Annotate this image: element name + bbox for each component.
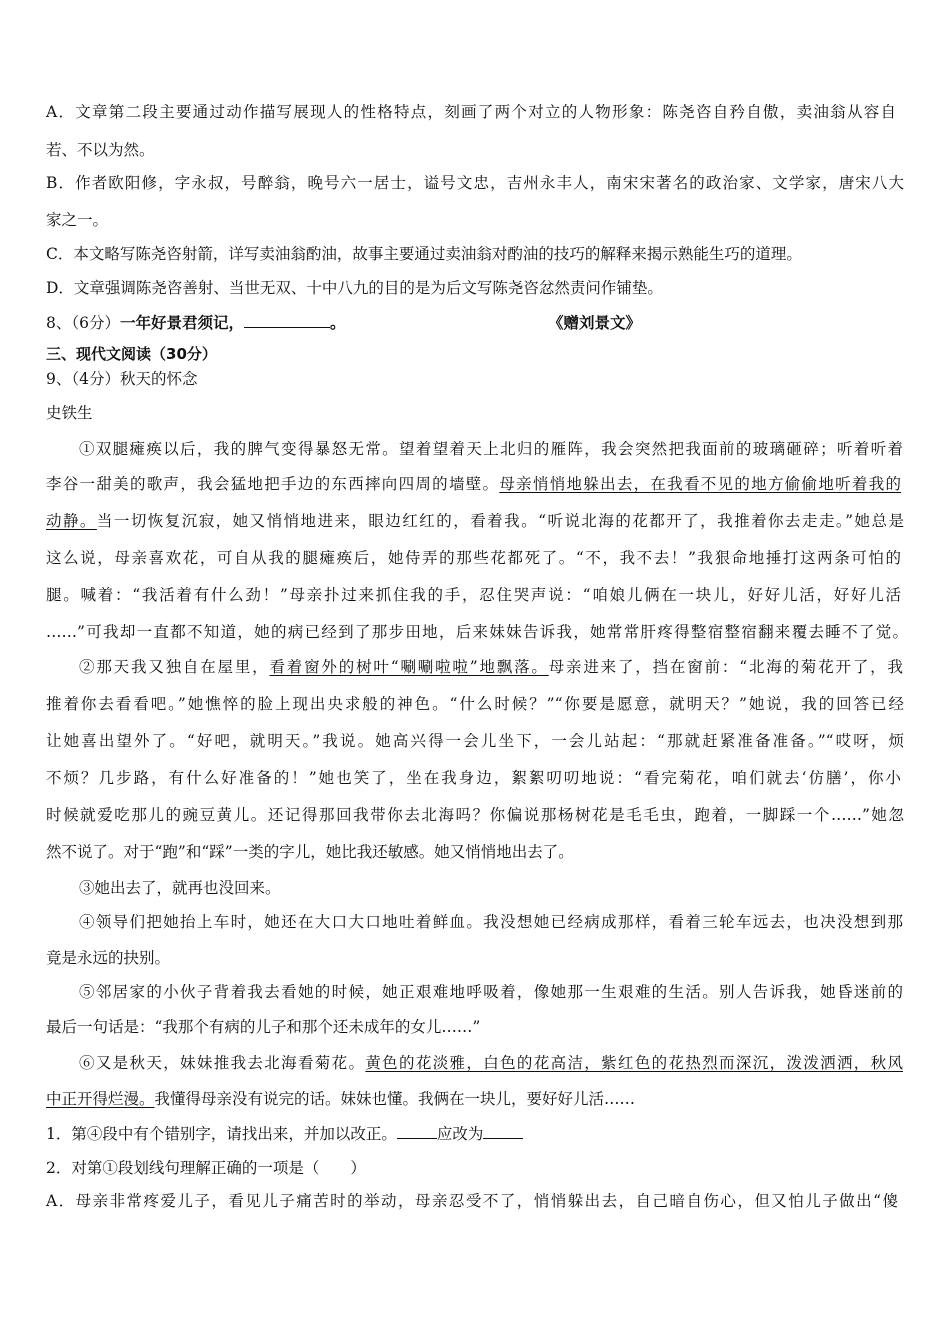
question-8 — [46, 313, 346, 333]
p2-line5: 时候就爱吃那儿的豌豆黄儿。还记得那回我带你去北海吗？你偏说那杨树花是毛毛虫，跑着，一脚踩一个……”她忽 — [46, 806, 904, 824]
p2-line2: 推着你去看看吧。”她憔悴的脸上现出央求般的神色。“什么时候？”“你要是愿意，就明天？”她说，我的回答已经 — [46, 695, 904, 713]
p4-line2: 竟是永远的抉别。 — [46, 949, 171, 967]
p2-line3: 让她喜出望外了。“好吧，就明天。”我说。她高兴得一会儿坐下，一会儿站起：“那就赶紧准备准备。”“哎呀，烦 — [46, 732, 904, 750]
sub-question-1: 1．第④段中有个错别字，请找出来，并加以改正。 应改为 — [46, 1124, 523, 1144]
option-b-line2: 家之一。 — [46, 211, 109, 229]
p1-line3: 动静。当一切恢复沉寂，她又悄悄地进来，眼边红红的，看着我。“听说北海的花都开了，我推着你去走走。”她总是 — [46, 512, 904, 530]
section-3-heading: 三、现代文阅读（30分） — [46, 345, 217, 363]
p1-line1: ①双腿瘫痪以后，我的脾气变得暴怒无常。望着望着天上北归的雁阵，我会突然把我面前的玻璃砸碎；听着听着 — [79, 440, 903, 458]
p4-line1: ④领导们把她抬上车时，她还在大口大口地吐着鲜血。我没想她已经病成那样，看着三轮车远去，也决没想到那 — [79, 913, 903, 931]
p1-line5: 腿。喊着：“我活着有什么劲！”母亲扑过来抓住我的手，忍住哭声说：“咱娘儿俩在一块儿，好好儿活，好好儿活 — [46, 586, 901, 604]
p1-line4: 这么说，母亲喜欢花，可自从我的腿瘫痪后，她侍弄的那些花都死了。“不，我不去！”我狠命地捶打这两条可怕的 — [46, 549, 901, 567]
option-b-line1: B．作者欧阳修，字永叔，号醉翁，晚号六一居士，谥号文忠，吉州永丰人，南宋宋著名的政治家、文学家，唐宋八大 — [46, 174, 904, 192]
p6-underlined-1: 黄色的花淡雅，白色的花高洁，紫红色的花热烈而深沉，泼泼洒洒，秋风 — [365, 1054, 903, 1072]
p5-line1: ⑤邻居家的小伙子背着我去看她的时候，她正艰难地呼吸着，像她那一生艰难的生活。别人告诉我，她昏迷前的 — [79, 983, 903, 1001]
p6-underlined-2: 中正开得烂漫。 — [46, 1090, 155, 1108]
sub1-blank-1[interactable] — [397, 1124, 437, 1139]
q8-end: 。 — [330, 313, 346, 332]
p1-underlined-2: 动静。 — [46, 512, 97, 530]
p6-line2: 中正开得烂漫。我懂得母亲没有说完的话。妹妹也懂。我俩在一块儿，要好好儿活…… — [46, 1090, 636, 1108]
p2-line4: 不烦？几步路，有什么好准备的！”她也笑了，坐在我身边，絮絮叨叨地说：“看完菊花，咱们就去‘仿膳’，你小 — [46, 769, 901, 787]
option-d: D．文章强调陈尧咨善射、当世无双、十中八九的目的是为后文写陈尧咨忿然责问作铺垫。 — [46, 279, 663, 297]
p1-line2: 李谷一甜美的歌声，我会猛地把手边的东西摔向四周的墙壁。母亲悄悄地躲出去，在我看不见的地方偷偷地听着我的 — [46, 475, 901, 493]
q9-header: 9、（4分）秋天的怀念 — [46, 370, 198, 388]
p3-line1: ③她出去了，就再也没回来。 — [79, 879, 281, 897]
q9-author: 史铁生 — [46, 404, 93, 422]
p1-line6: ……”可我却一直都不知道，她的病已经到了那步田地，后来妹妹告诉我，她常常肝疼得整宿整宿翻来覆去睡不了觉。 — [46, 623, 908, 641]
option-a-line1: A．文章第二段主要通过动作描写展现人的性格特点，刻画了两个对立的人物形象：陈尧咨自矜自傲，卖油翁从容自 — [46, 103, 896, 121]
p2-underlined: 看着窗外的树叶“唰唰啦啦”地飘落。 — [269, 658, 549, 676]
p2-line6: 然不说了。对于“跑”和“踩”一类的字儿，她比我还敏感。她又悄悄地出去了。 — [46, 843, 574, 861]
sub-question-2: 2．对第①段划线句理解正确的一项是（ ） — [46, 1159, 366, 1177]
option-c: C．本文略写陈尧咨射箭，详写卖油翁酌油，故事主要通过卖油翁对酌油的技巧的解释来揭示熟能生巧的道理。 — [46, 245, 802, 263]
q8-text: 一年好景君须记， — [119, 313, 244, 332]
q8-prefix: 8、（6分） — [46, 314, 120, 332]
sub1-blank-2[interactable] — [483, 1124, 523, 1139]
p5-line2: 最后一句话是：“我那个有病的儿子和那个还未成年的女儿……” — [46, 1018, 481, 1036]
q8-source: 《赠刘景文》 — [548, 313, 642, 332]
sub2-option-a: A．母亲非常疼爱儿子，看见儿子痛苦时的举动，母亲忍受不了，悄悄躲出去，自己暗自伤心，但又怕儿子做出“傻 — [46, 1192, 898, 1210]
p6-line1: ⑥又是秋天，妹妹推我去北海看菊花。黄色的花淡雅，白色的花高洁，紫红色的花热烈而深沉，泼泼洒洒，秋风 — [79, 1054, 903, 1072]
option-a-line2: 若、不以为然。 — [46, 141, 155, 159]
p2-line1: ②那天我又独自在屋里，看着窗外的树叶“唰唰啦啦”地飘落。母亲进来了，挡在窗前：“北海的菊花开了，我 — [79, 658, 903, 676]
q8-blank[interactable] — [244, 313, 330, 328]
p1-underlined-1: 母亲悄悄地躲出去，在我看不见的地方偷偷地听着我的 — [499, 475, 901, 493]
